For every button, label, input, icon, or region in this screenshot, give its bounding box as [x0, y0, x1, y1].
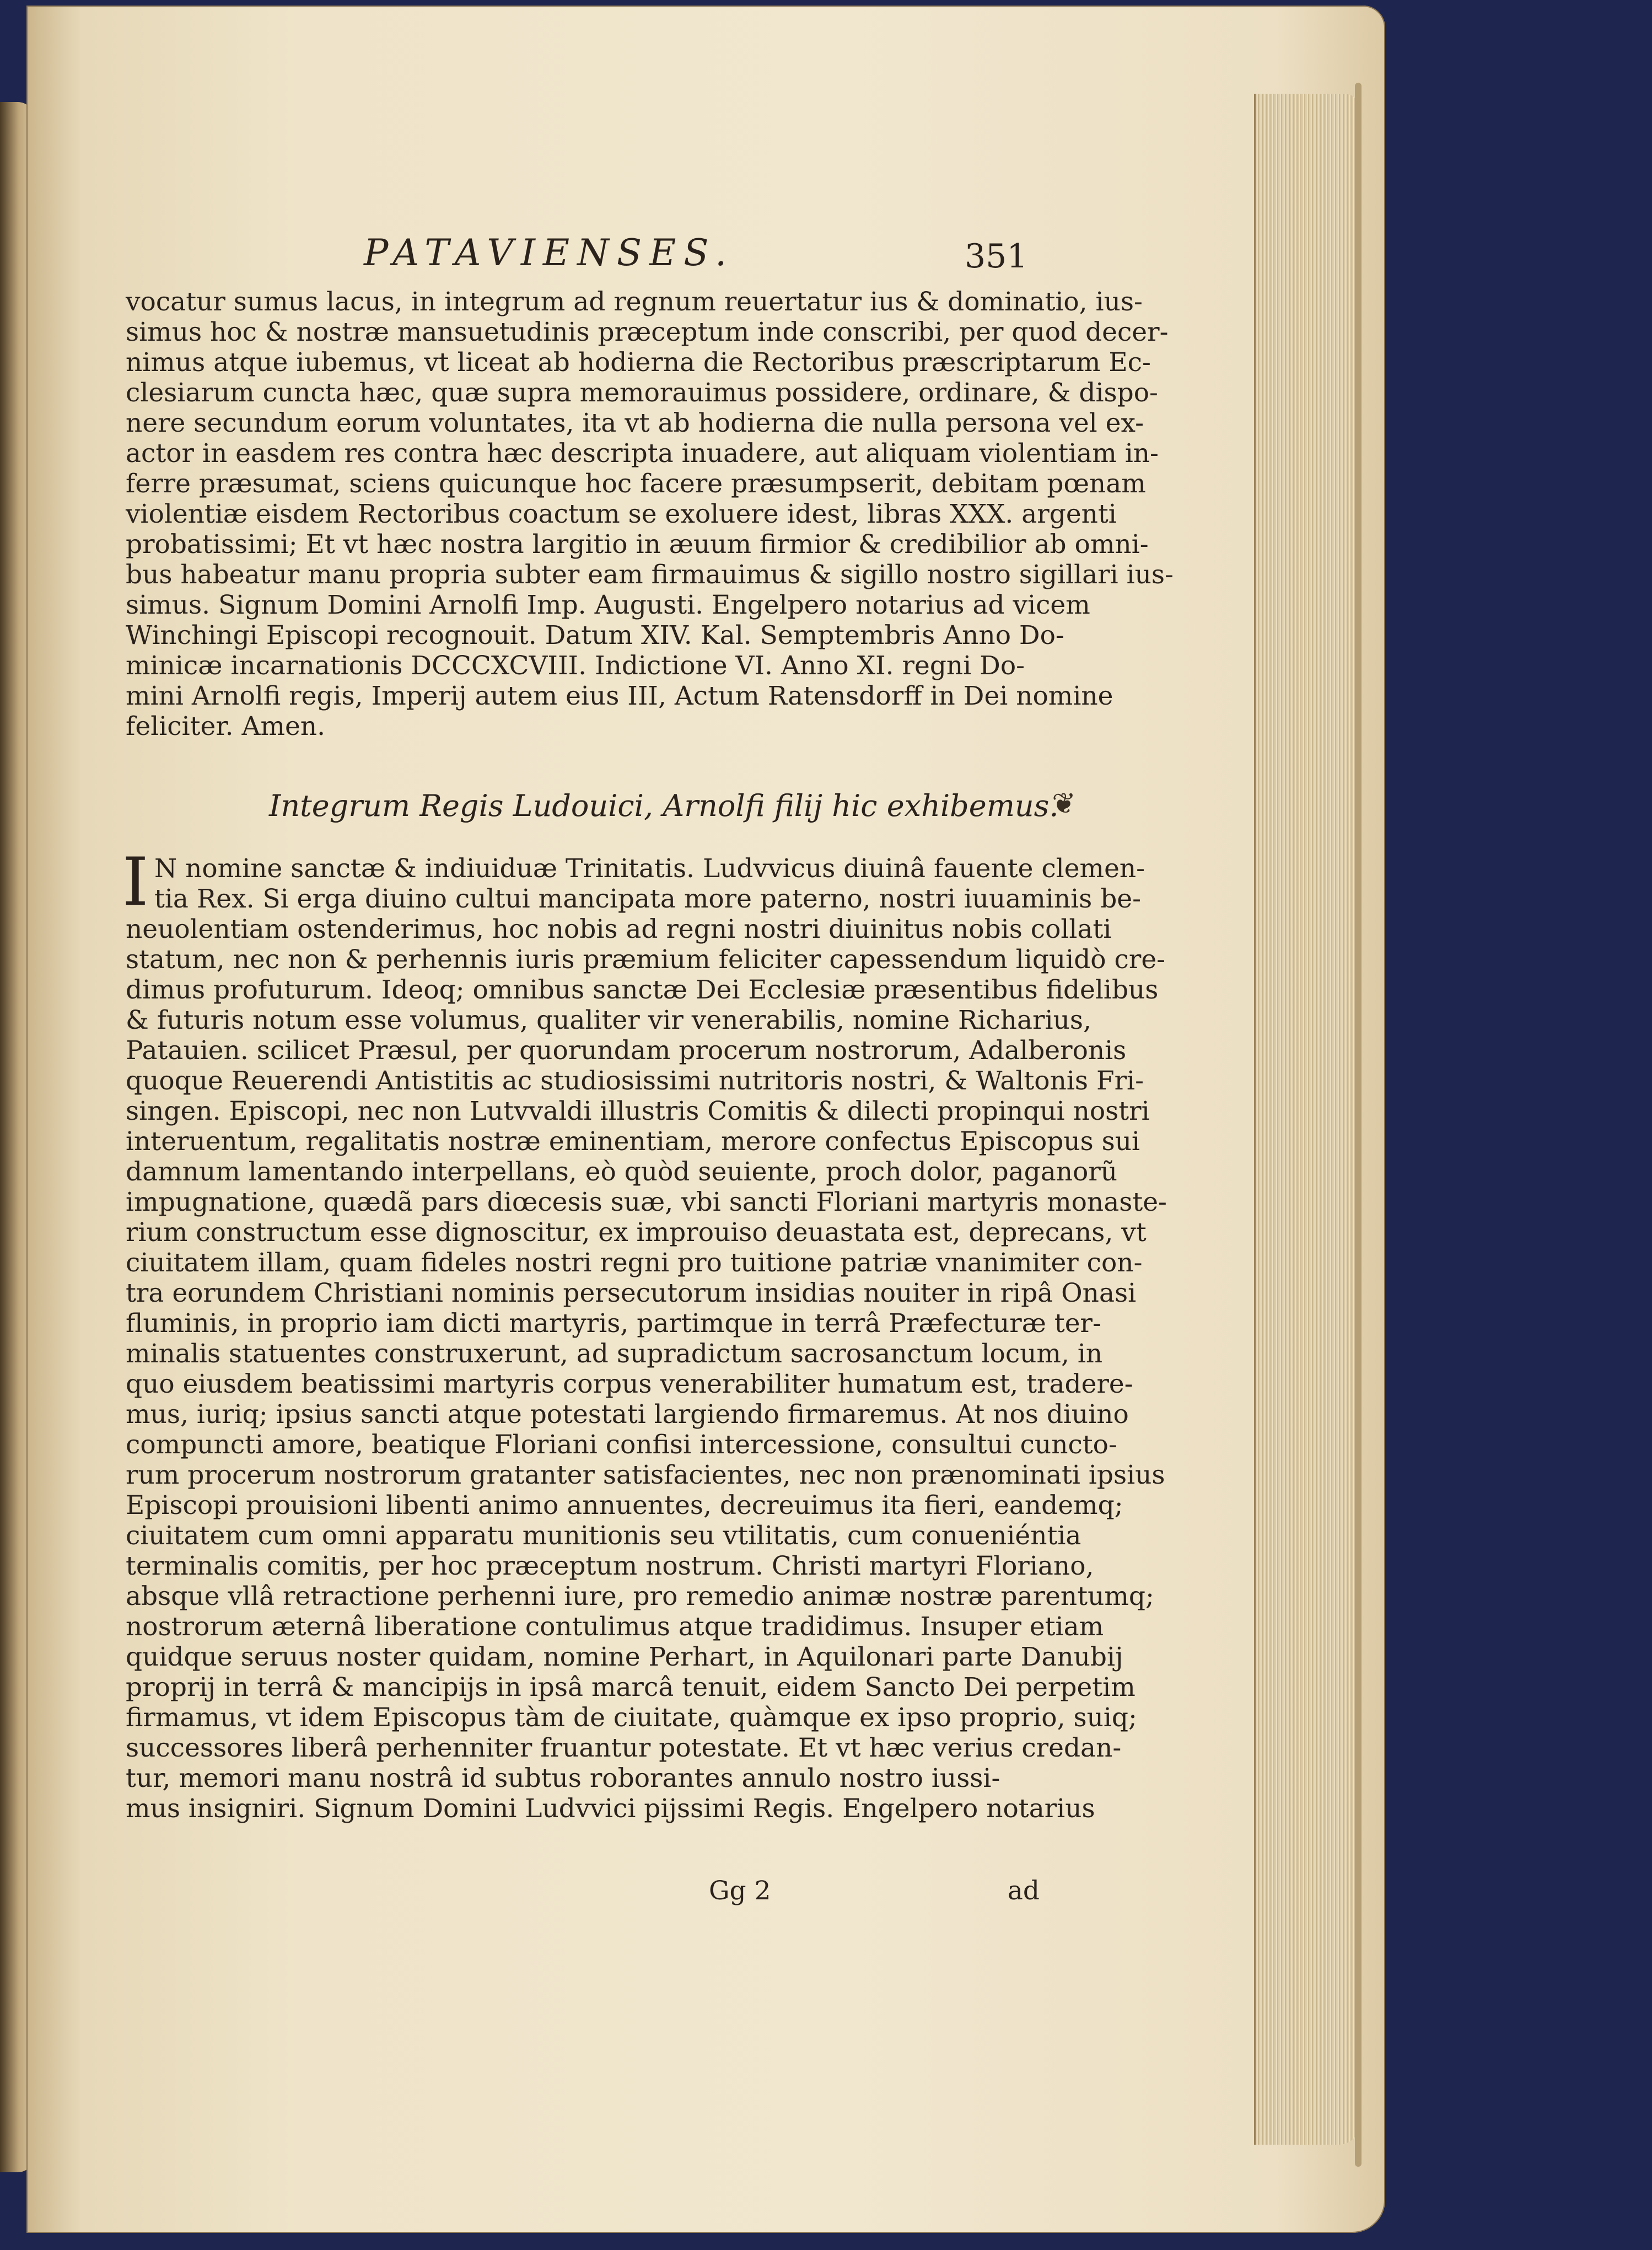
- text-line: tia Rex. Si erga diuino cultui mancipata more paterno, nostri iuuaminis be-: [154, 884, 1141, 914]
- text-line: simus hoc & nostræ mansuetudinis præceptum inde conscribi, per quod decer-: [126, 317, 1169, 347]
- text-line: N nomine sanctæ & indiuiduæ Trinitatis. Ludvvicus diuinâ fauente clemen-: [154, 853, 1145, 884]
- text-line: statum, nec non & perhennis iuris præmium feliciter capessendum liquidò cre-: [126, 944, 1166, 975]
- text-line: quoque Reuerendi Antistitis ac studiosissimi nutritoris nostri, & Waltonis Fri-: [126, 1066, 1144, 1096]
- text-line: quo eiusdem beatissimi martyris corpus venerabiliter humatum est, tradere-: [126, 1369, 1133, 1399]
- ornament-icon: ❦: [1052, 787, 1076, 820]
- text-line: rium constructum esse dignoscitur, ex improuiso deuastata est, deprecans, vt: [126, 1217, 1147, 1248]
- text-line: ferre præsumat, sciens quicunque hoc facere præsumpserit, debitam pœnam: [126, 469, 1146, 499]
- page-number: 351: [965, 237, 1028, 276]
- text-line: quidque seruus noster quidam, nomine Perhart, in Aquilonari parte Danubij: [126, 1642, 1123, 1672]
- binding-shadow: [1355, 83, 1362, 2167]
- text-line: nostrorum æternâ liberatione contulimus atque tradidimus. Insuper etiam: [126, 1612, 1104, 1642]
- text-line: damnum lamentando interpellans, eò quòd seuiente, proch dolor, paganorũ: [126, 1157, 1118, 1187]
- text-line: bus habeatur manu propria subter eam firmauimus & sigillo nostro sigillari ius-: [126, 560, 1174, 590]
- text-line: absque vllâ retractione perhenni iure, pro remedio animæ nostræ parentumq;: [126, 1581, 1154, 1612]
- text-line: probatissimi; Et vt hæc nostra largitio in æuum firmior & credibilior ab omni-: [126, 529, 1149, 560]
- text-line: feliciter. Amen.: [126, 711, 326, 742]
- text-line: interuentum, regalitatis nostræ eminentiam, merore confectus Episcopus sui: [126, 1126, 1140, 1157]
- text-line: simus. Signum Domini Arnolfi Imp. Augusti. Engelpero notarius ad vicem: [126, 590, 1090, 620]
- text-line: singen. Episcopi, nec non Lutvvaldi illustris Comitis & dilecti propinqui nostri: [126, 1096, 1150, 1126]
- text-line: & futuris notum esse volumus, qualiter vir venerabilis, nomine Richarius,: [126, 1005, 1091, 1035]
- text-line: clesiarum cuncta hæc, quæ supra memorauimus possidere, ordinare, & dispo-: [126, 378, 1158, 408]
- text-line: fluminis, in proprio iam dicti martyris, partimque in terrâ Præfecturæ ter-: [126, 1308, 1101, 1339]
- text-line: compuncti amore, beatique Floriani confisi intercessione, consultui cuncto-: [126, 1430, 1117, 1460]
- text-line: Winchingi Episcopi recognouit. Datum XIV. Kal. Semptembris Anno Do-: [126, 620, 1064, 651]
- text-line: successores liberâ perhenniter fruantur potestate. Et vt hæc verius credan-: [126, 1733, 1122, 1763]
- text-line: proprij in terrâ & mancipijs in ipsâ marcâ tenuit, eidem Sancto Dei perpetim: [126, 1672, 1136, 1703]
- footer-marks: [709, 1876, 1040, 1909]
- text-line: mus, iuriq; ipsius sancti atque potestati largiendo firmaremus. At nos diuino: [126, 1399, 1129, 1430]
- text-line: Episcopi prouisioni libenti animo annuentes, decreuimus ita fieri, eandemq;: [126, 1490, 1123, 1521]
- text-line: mus insigniri. Signum Domini Ludvvici pijssimi Regis. Engelpero notarius: [126, 1793, 1095, 1824]
- text-line: minicæ incarnationis DCCCXCVIII. Indictione VI. Anno XI. regni Do-: [126, 651, 1025, 681]
- text-line: vocatur sumus lacus, in integrum ad regnum reuertatur ius & dominatio, ius-: [126, 287, 1143, 317]
- text-line: tra eorundem Christiani nominis persecutorum insidias nouiter in ripâ Onasi: [126, 1278, 1137, 1308]
- text-line: minalis statuentes construxerunt, ad supradictum sacrosanctum locum, in: [126, 1339, 1103, 1369]
- text-block-charter: [126, 853, 1167, 1824]
- drop-cap: I: [122, 844, 149, 921]
- text-line: ciuitatem illam, quam fideles nostri regni pro tuitione patriæ vnanimiter con-: [126, 1248, 1143, 1278]
- text-line: neuolentiam ostenderimus, hoc nobis ad regni nostri diuinitus nobis collati: [126, 914, 1112, 944]
- text-line: violentiæ eisdem Rectoribus coactum se exoluere idest, libras XXX. argenti: [126, 499, 1117, 529]
- text-line: nimus atque iubemus, vt liceat ab hodierna die Rectoribus præscriptarum Ec-: [126, 347, 1151, 378]
- text-line: Patauien. scilicet Præsul, per quorundam procerum nostrorum, Adalberonis: [126, 1035, 1127, 1066]
- text-line: impugnatione, quædã pars diœcesis suæ, vbi sancti Floriani martyris monaste-: [126, 1187, 1167, 1217]
- text-block-continuation: [126, 287, 1174, 742]
- page-stack-edge: [1254, 94, 1360, 2145]
- text-line: rum procerum nostrorum gratanter satisfacientes, nec non prænominati ipsius: [126, 1460, 1165, 1490]
- signature-mark: Gg 2: [709, 1876, 771, 1906]
- text-line: dimus profuturum. Ideoq; omnibus sanctæ Dei Ecclesiæ præsentibus fidelibus: [126, 975, 1159, 1005]
- text-line: firmamus, vt idem Episcopus tàm de ciuitate, quàmque ex ipso proprio, suiq;: [126, 1703, 1137, 1733]
- section-heading: Integrum Regis Ludouici, Arnolfi filij hic exhibemus.: [269, 788, 1059, 823]
- text-line: nere secundum eorum voluntates, ita vt ab hodierna die nulla persona vel ex-: [126, 408, 1144, 438]
- text-line: mini Arnolfi regis, Imperij autem eius III, Actum Ratensdorff in Dei nomine: [126, 681, 1113, 711]
- text-line: actor in easdem res contra hæc descripta inuadere, aut aliquam violentiam in-: [126, 438, 1159, 469]
- catchword: ad: [1007, 1876, 1040, 1906]
- text-line: ciuitatem cum omni apparatu munitionis seu vtilitatis, cum conueniéntia: [126, 1521, 1081, 1551]
- running-head: PATAVIENSES.: [364, 232, 735, 274]
- text-line: tur, memori manu nostrâ id subtus roborantes annulo nostro iussi-: [126, 1763, 1000, 1793]
- text-line: terminalis comitis, per hoc præceptum nostrum. Christi martyri Floriano,: [126, 1551, 1094, 1581]
